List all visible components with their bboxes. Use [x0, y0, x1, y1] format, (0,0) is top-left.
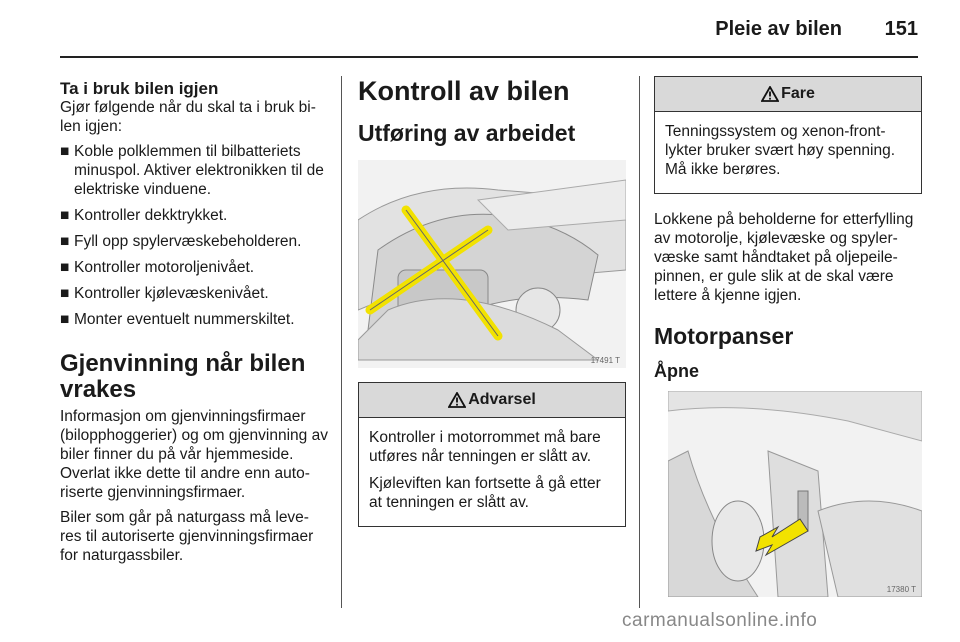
hood-release-illustration [668, 391, 922, 597]
list-item-text: Monter eventuelt nummerskiltet. [74, 311, 295, 328]
list-item-text: Koble polklemmen til bilbatteriets minuspol. Aktiver elektronikken til de elektriske vinduene. [74, 143, 324, 198]
intro-text: Gjør følgende når du skal ta i bruk bi-len igjen: [60, 99, 316, 135]
bullet-icon: ■ [60, 285, 70, 302]
danger-text: Tenningssystem og xenon-front-lykter bruker svært høy spenning. Må ikke berøres. [665, 123, 896, 178]
warning-header [359, 383, 625, 418]
page-header [0, 0, 960, 58]
list-item [60, 258, 328, 277]
list-item [60, 232, 328, 251]
header-rule [60, 56, 918, 58]
figure-code: 17380 T [886, 585, 916, 594]
list-item-text: Kontroller motoroljenivået. [74, 259, 255, 276]
list-item-text: Kontroller kjølevæskenivået. [74, 285, 269, 302]
page-number: 151 [884, 18, 918, 40]
heading-recycling: Gjenvinning når bilen vrakes [60, 350, 306, 403]
list-item [60, 142, 328, 199]
section-title: Kontroll av bilen [358, 76, 570, 106]
list-item-text: Kontroller dekktrykket. [74, 207, 228, 224]
warning-text: Kjøleviften kan fortsette å gå etter at tenningen er slått av. [369, 475, 601, 511]
yellow-caps-info: Lokkene på beholderne for etterfylling av motorolje, kjølevæske og spyler-væske samt håndtaket på oljepeile-pinnen, er gule slik at de skal være lettere å kjenne igjen. [654, 211, 914, 304]
danger-box [654, 76, 922, 194]
list-item-text: Fyll opp spylervæskebeholderen. [74, 233, 302, 250]
bullet-icon: ■ [60, 311, 70, 328]
column-right [654, 76, 922, 597]
engine-bay-illustration [358, 160, 626, 368]
danger-body [655, 112, 921, 193]
danger-title: Fare [781, 85, 815, 102]
warning-box [358, 382, 626, 527]
bullet-icon: ■ [60, 143, 70, 160]
hood-release-drawing [668, 391, 922, 597]
danger-header [655, 77, 921, 112]
list-item [60, 310, 328, 329]
recycling-info: Informasjon om gjenvinningsfirmaer (bilopphoggerier) og om gjenvinning av biler finner du på vår hjemmeside. Overlat ikke dette til andre enn auto-riserte gjenvinningsfirmaer. [60, 408, 328, 501]
list-item [60, 206, 328, 225]
checklist [60, 142, 328, 329]
column-divider [639, 76, 640, 608]
section-subtitle: Utføring av arbeidet [358, 120, 576, 146]
column-divider [341, 76, 342, 608]
heading-recommission: Ta i bruk bilen igjen [60, 79, 219, 98]
warning-body [359, 418, 625, 526]
bullet-icon: ■ [60, 233, 70, 250]
figure-code: 17491 T [590, 356, 620, 365]
list-item [60, 284, 328, 303]
section-hood: Motorpanser [654, 323, 794, 349]
engine-bay-drawing [358, 160, 626, 368]
warning-triangle-icon [448, 392, 466, 408]
header-title: Pleie av bilen [715, 18, 842, 40]
watermark: carmanualsonline.info [622, 610, 818, 631]
natural-gas-info: Biler som går på naturgass må leve-res til autoriserte gjenvinningsfirmaer for naturgassbiler. [60, 509, 314, 564]
column-left [60, 76, 328, 571]
bullet-icon: ■ [60, 207, 70, 224]
subsection-open: Åpne [654, 361, 699, 381]
warning-text: Kontroller i motorrommet må bare utføres når tenningen er slått av. [369, 429, 601, 465]
bullet-icon: ■ [60, 259, 70, 276]
warning-triangle-icon [761, 86, 779, 102]
warning-title: Advarsel [468, 391, 536, 408]
column-middle [358, 76, 626, 527]
